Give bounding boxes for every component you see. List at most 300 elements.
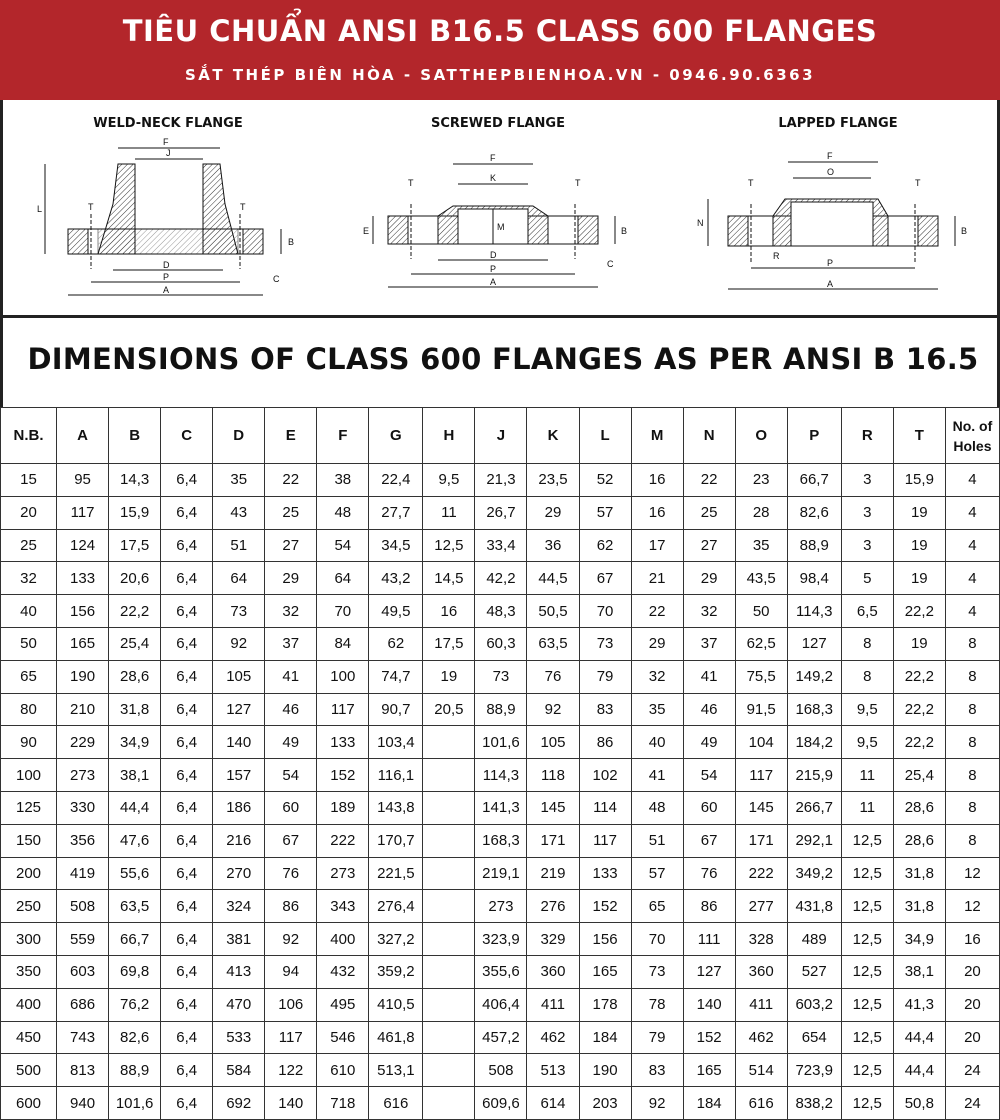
- label-d: D: [163, 260, 170, 270]
- table-cell: 29: [631, 627, 683, 660]
- table-cell: 19: [893, 627, 945, 660]
- table-cell: 20,5: [423, 693, 475, 726]
- column-header: D: [213, 408, 265, 464]
- table-cell: 413: [213, 955, 265, 988]
- table-cell: 63,5: [109, 890, 161, 923]
- table-cell: 48: [317, 496, 369, 529]
- weld-neck-drawing: [33, 134, 303, 309]
- table-cell: 4: [945, 529, 999, 562]
- table-cell: 122: [265, 1054, 317, 1087]
- table-cell: 614: [527, 1087, 579, 1120]
- table-cell: 22,4: [369, 464, 423, 497]
- table-cell: 508: [57, 890, 109, 923]
- weld-neck-diagram: [33, 100, 303, 315]
- table-cell: 219,1: [475, 857, 527, 890]
- table-row: [1, 759, 1000, 792]
- table-row: [1, 824, 1000, 857]
- table-cell: 328: [735, 923, 787, 956]
- table-cell: 32: [683, 595, 735, 628]
- table-cell: 6,4: [161, 824, 213, 857]
- table-cell: 27: [683, 529, 735, 562]
- label-t-left: T: [88, 202, 94, 212]
- table-cell: 114,3: [787, 595, 841, 628]
- label-b: B: [961, 226, 968, 236]
- table-cell: 70: [631, 923, 683, 956]
- table-cell: 23,5: [527, 464, 579, 497]
- table-cell: 111: [683, 923, 735, 956]
- label-f: F: [163, 137, 169, 147]
- column-header: P: [787, 408, 841, 464]
- table-cell: 70: [317, 595, 369, 628]
- table-cell: 34,5: [369, 529, 423, 562]
- table-cell: 133: [57, 562, 109, 595]
- table-cell: 495: [317, 988, 369, 1021]
- table-cell: 38,1: [893, 955, 945, 988]
- label-n: N: [697, 218, 704, 228]
- table-cell: 603,2: [787, 988, 841, 1021]
- table-cell: 28,6: [893, 791, 945, 824]
- table-cell: 8: [945, 726, 999, 759]
- table-cell: 222: [735, 857, 787, 890]
- table-cell: 359,2: [369, 955, 423, 988]
- table-cell: 743: [57, 1021, 109, 1054]
- table-cell: 419: [57, 857, 109, 890]
- table-cell: 31,8: [109, 693, 161, 726]
- table-cell: 73: [631, 955, 683, 988]
- table-cell: 50: [735, 595, 787, 628]
- table-cell: 62: [369, 627, 423, 660]
- table-cell: 266,7: [787, 791, 841, 824]
- table-cell: 46: [683, 693, 735, 726]
- table-cell: 838,2: [787, 1087, 841, 1120]
- table-cell: 73: [213, 595, 265, 628]
- table-cell: 152: [683, 1021, 735, 1054]
- table-cell: 140: [265, 1087, 317, 1120]
- table-row: [1, 562, 1000, 595]
- lapped-title: LAPPED FLANGE: [778, 116, 898, 131]
- dimensions-table: [0, 407, 1000, 1120]
- label-c: C: [607, 259, 614, 269]
- table-cell: 20: [945, 955, 999, 988]
- table-cell: 461,8: [369, 1021, 423, 1054]
- table-cell: 117: [317, 693, 369, 726]
- table-cell: 17,5: [109, 529, 161, 562]
- table-cell: 6,4: [161, 857, 213, 890]
- table-cell: 24: [945, 1054, 999, 1087]
- table-cell: 12,5: [841, 955, 893, 988]
- table-cell: 300: [1, 923, 57, 956]
- table-cell: 514: [735, 1054, 787, 1087]
- table-cell: 513: [527, 1054, 579, 1087]
- table-cell: 49: [683, 726, 735, 759]
- table-cell: 133: [317, 726, 369, 759]
- table-cell: 189: [317, 791, 369, 824]
- table-cell: 50: [1, 627, 57, 660]
- table-cell: 686: [57, 988, 109, 1021]
- table-cell: 12,5: [423, 529, 475, 562]
- table-cell: 62,5: [735, 627, 787, 660]
- table-cell: 500: [1, 1054, 57, 1087]
- table-cell: 273: [317, 857, 369, 890]
- table-cell: 86: [265, 890, 317, 923]
- table-cell: 83: [579, 693, 631, 726]
- table-cell: 470: [213, 988, 265, 1021]
- column-header: A: [57, 408, 109, 464]
- table-cell: 168,3: [475, 824, 527, 857]
- table-cell: 69,8: [109, 955, 161, 988]
- table-cell: 609,6: [475, 1087, 527, 1120]
- table-cell: 34,9: [109, 726, 161, 759]
- label-t-right: T: [915, 178, 921, 188]
- table-row: [1, 857, 1000, 890]
- table-header-row: [1, 408, 1000, 464]
- table-cell: 28: [735, 496, 787, 529]
- table-cell: 8: [945, 824, 999, 857]
- column-header: B: [109, 408, 161, 464]
- table-cell: 356: [57, 824, 109, 857]
- label-j: J: [166, 148, 171, 158]
- table-cell: 140: [213, 726, 265, 759]
- table-cell: 184: [683, 1087, 735, 1120]
- table-cell: 6,4: [161, 595, 213, 628]
- table-cell: 3: [841, 464, 893, 497]
- table-cell: 9,5: [841, 726, 893, 759]
- section-title: DIMENSIONS OF CLASS 600 FLANGES AS PER ANSI B 16.5: [27, 342, 979, 376]
- table-cell: 22: [265, 464, 317, 497]
- table-cell: 25: [265, 496, 317, 529]
- table-cell: 12,5: [841, 890, 893, 923]
- table-cell: 117: [57, 496, 109, 529]
- table-cell: 8: [945, 759, 999, 792]
- table-cell: 127: [213, 693, 265, 726]
- column-header: F: [317, 408, 369, 464]
- table-cell: 28,6: [109, 660, 161, 693]
- table-cell: 6,5: [841, 595, 893, 628]
- table-cell: 216: [213, 824, 265, 857]
- table-cell: 27: [265, 529, 317, 562]
- table-cell: 103,4: [369, 726, 423, 759]
- table-cell: [423, 955, 475, 988]
- table-cell: 6,4: [161, 529, 213, 562]
- table-cell: 19: [423, 660, 475, 693]
- table-cell: 38,1: [109, 759, 161, 792]
- table-cell: 67: [579, 562, 631, 595]
- table-row: [1, 1054, 1000, 1087]
- table-cell: 157: [213, 759, 265, 792]
- table-cell: 219: [527, 857, 579, 890]
- lapped-drawing: [693, 134, 983, 314]
- table-cell: 60,3: [475, 627, 527, 660]
- table-cell: 457,2: [475, 1021, 527, 1054]
- table-cell: 16: [423, 595, 475, 628]
- table-cell: 42,2: [475, 562, 527, 595]
- column-header: C: [161, 408, 213, 464]
- table-cell: 14,3: [109, 464, 161, 497]
- table-cell: 692: [213, 1087, 265, 1120]
- table-cell: 276,4: [369, 890, 423, 923]
- table-cell: 25,4: [893, 759, 945, 792]
- table-cell: 141,3: [475, 791, 527, 824]
- page-header: [0, 0, 1000, 100]
- column-header: L: [579, 408, 631, 464]
- table-cell: 35: [213, 464, 265, 497]
- table-cell: 616: [735, 1087, 787, 1120]
- table-cell: 106: [265, 988, 317, 1021]
- table-cell: 29: [683, 562, 735, 595]
- table-cell: 49,5: [369, 595, 423, 628]
- table-cell: 330: [57, 791, 109, 824]
- table-cell: 15,9: [893, 464, 945, 497]
- label-p: P: [827, 258, 834, 268]
- table-cell: 190: [57, 660, 109, 693]
- table-cell: 349,2: [787, 857, 841, 890]
- table-cell: 46: [265, 693, 317, 726]
- table-cell: 6,4: [161, 627, 213, 660]
- table-cell: 21,3: [475, 464, 527, 497]
- table-cell: 200: [1, 857, 57, 890]
- table-cell: 44,5: [527, 562, 579, 595]
- table-cell: 75,5: [735, 660, 787, 693]
- table-cell: 145: [735, 791, 787, 824]
- table-cell: 32: [265, 595, 317, 628]
- table-cell: 20,6: [109, 562, 161, 595]
- table-cell: 229: [57, 726, 109, 759]
- table-cell: 60: [683, 791, 735, 824]
- table-cell: 63,5: [527, 627, 579, 660]
- table-cell: 91,5: [735, 693, 787, 726]
- table-cell: 36: [527, 529, 579, 562]
- table-cell: 86: [683, 890, 735, 923]
- table-row: [1, 988, 1000, 1021]
- table-cell: 73: [475, 660, 527, 693]
- table-cell: [423, 890, 475, 923]
- table-cell: 29: [527, 496, 579, 529]
- table-cell: 80: [1, 693, 57, 726]
- table-cell: 33,4: [475, 529, 527, 562]
- table-row: [1, 890, 1000, 923]
- table-cell: 41,3: [893, 988, 945, 1021]
- table-cell: 559: [57, 923, 109, 956]
- table-cell: 3: [841, 529, 893, 562]
- table-cell: 165: [57, 627, 109, 660]
- screwed-drawing: [353, 134, 643, 309]
- table-cell: 22: [683, 464, 735, 497]
- table-cell: 22,2: [893, 660, 945, 693]
- column-header: J: [475, 408, 527, 464]
- column-header: E: [265, 408, 317, 464]
- table-cell: 276: [527, 890, 579, 923]
- table-cell: 125: [1, 791, 57, 824]
- table-cell: 6,4: [161, 890, 213, 923]
- table-cell: 24: [945, 1087, 999, 1120]
- table-cell: 70: [579, 595, 631, 628]
- table-cell: 79: [579, 660, 631, 693]
- label-r: R: [773, 251, 780, 261]
- table-cell: 277: [735, 890, 787, 923]
- table-cell: 94: [265, 955, 317, 988]
- table-cell: 603: [57, 955, 109, 988]
- table-cell: 54: [265, 759, 317, 792]
- table-cell: 16: [631, 464, 683, 497]
- table-cell: 105: [213, 660, 265, 693]
- table-cell: 43,5: [735, 562, 787, 595]
- table-cell: 37: [265, 627, 317, 660]
- table-cell: 67: [683, 824, 735, 857]
- table-cell: 343: [317, 890, 369, 923]
- table-cell: 67: [265, 824, 317, 857]
- table-cell: 19: [893, 496, 945, 529]
- column-header: O: [735, 408, 787, 464]
- label-p: P: [490, 264, 497, 274]
- table-cell: 21: [631, 562, 683, 595]
- table-cell: 57: [631, 857, 683, 890]
- table-cell: 324: [213, 890, 265, 923]
- table-cell: 432: [317, 955, 369, 988]
- table-cell: 9,5: [841, 693, 893, 726]
- table-cell: 50,5: [527, 595, 579, 628]
- table-cell: 12,5: [841, 988, 893, 1021]
- table-cell: 76: [527, 660, 579, 693]
- label-t-right: T: [575, 178, 581, 188]
- table-cell: 171: [735, 824, 787, 857]
- table-cell: 23: [735, 464, 787, 497]
- table-cell: 26,7: [475, 496, 527, 529]
- table-cell: 127: [787, 627, 841, 660]
- table-cell: 22,2: [109, 595, 161, 628]
- label-c: C: [273, 274, 280, 284]
- table-cell: 44,4: [893, 1054, 945, 1087]
- table-cell: 51: [631, 824, 683, 857]
- table-cell: 105: [527, 726, 579, 759]
- table-cell: 6,4: [161, 791, 213, 824]
- table-cell: 273: [57, 759, 109, 792]
- table-cell: 8: [945, 627, 999, 660]
- table-cell: 118: [527, 759, 579, 792]
- table-cell: 152: [317, 759, 369, 792]
- table-cell: 411: [735, 988, 787, 1021]
- table-cell: 52: [579, 464, 631, 497]
- table-cell: 3: [841, 496, 893, 529]
- table-cell: 35: [735, 529, 787, 562]
- table-cell: 400: [1, 988, 57, 1021]
- table-cell: 184: [579, 1021, 631, 1054]
- table-cell: 813: [57, 1054, 109, 1087]
- table-cell: 37: [683, 627, 735, 660]
- table-cell: 323,9: [475, 923, 527, 956]
- table-cell: [423, 1021, 475, 1054]
- table-cell: 88,9: [475, 693, 527, 726]
- weld-neck-title: WELD-NECK FLANGE: [93, 116, 243, 131]
- table-cell: 41: [265, 660, 317, 693]
- table-row: [1, 464, 1000, 497]
- label-t-right: T: [240, 202, 246, 212]
- table-cell: 90,7: [369, 693, 423, 726]
- table-cell: 4: [945, 562, 999, 595]
- table-cell: 34,9: [893, 923, 945, 956]
- table-cell: 31,8: [893, 857, 945, 890]
- column-header: No. of Holes: [945, 408, 999, 464]
- table-cell: 117: [735, 759, 787, 792]
- table-cell: 6,4: [161, 726, 213, 759]
- table-cell: 6,4: [161, 1087, 213, 1120]
- table-cell: [423, 791, 475, 824]
- table-cell: 32: [631, 660, 683, 693]
- screwed-diagram: [353, 100, 643, 315]
- table-cell: 104: [735, 726, 787, 759]
- table-row: [1, 595, 1000, 628]
- table-cell: 82,6: [787, 496, 841, 529]
- table-body: [1, 464, 1000, 1120]
- diagram-panel: [0, 100, 1000, 318]
- table-cell: 6,4: [161, 923, 213, 956]
- table-cell: 43,2: [369, 562, 423, 595]
- table-cell: 178: [579, 988, 631, 1021]
- table-cell: 152: [579, 890, 631, 923]
- table-cell: 6,4: [161, 464, 213, 497]
- table-cell: 78: [631, 988, 683, 1021]
- table-cell: 90: [1, 726, 57, 759]
- table-cell: 48: [631, 791, 683, 824]
- table-row: [1, 693, 1000, 726]
- table-cell: 16: [631, 496, 683, 529]
- table-row: [1, 1087, 1000, 1120]
- table-cell: 527: [787, 955, 841, 988]
- table-cell: 54: [683, 759, 735, 792]
- column-header: G: [369, 408, 423, 464]
- table-cell: 250: [1, 890, 57, 923]
- table-cell: 76,2: [109, 988, 161, 1021]
- table-cell: 101,6: [475, 726, 527, 759]
- table-cell: 190: [579, 1054, 631, 1087]
- table-cell: 292,1: [787, 824, 841, 857]
- label-e: E: [363, 226, 370, 236]
- label-a: A: [163, 285, 170, 295]
- table-cell: 4: [945, 595, 999, 628]
- label-l: L: [37, 204, 43, 214]
- table-cell: 431,8: [787, 890, 841, 923]
- table-cell: 156: [579, 923, 631, 956]
- table-cell: 6,4: [161, 496, 213, 529]
- table-cell: [423, 988, 475, 1021]
- table-cell: 143,8: [369, 791, 423, 824]
- label-f: F: [827, 151, 833, 161]
- table-cell: 79: [631, 1021, 683, 1054]
- table-cell: 28,6: [893, 824, 945, 857]
- table-cell: 6,4: [161, 693, 213, 726]
- table-cell: [423, 1087, 475, 1120]
- table-cell: 117: [579, 824, 631, 857]
- screwed-title: SCREWED FLANGE: [431, 116, 565, 131]
- table-cell: 149,2: [787, 660, 841, 693]
- table-row: [1, 627, 1000, 660]
- table-cell: 12,5: [841, 923, 893, 956]
- column-header: K: [527, 408, 579, 464]
- table-cell: 100: [317, 660, 369, 693]
- table-cell: 65: [631, 890, 683, 923]
- table-cell: 124: [57, 529, 109, 562]
- table-cell: 25,4: [109, 627, 161, 660]
- table-cell: 60: [265, 791, 317, 824]
- table-cell: 92: [213, 627, 265, 660]
- table-cell: 6,4: [161, 660, 213, 693]
- table-cell: 35: [631, 693, 683, 726]
- table-cell: 17,5: [423, 627, 475, 660]
- table-cell: 27,7: [369, 496, 423, 529]
- table-cell: 12: [945, 857, 999, 890]
- table-cell: 22,2: [893, 693, 945, 726]
- table-row: [1, 660, 1000, 693]
- table-cell: 186: [213, 791, 265, 824]
